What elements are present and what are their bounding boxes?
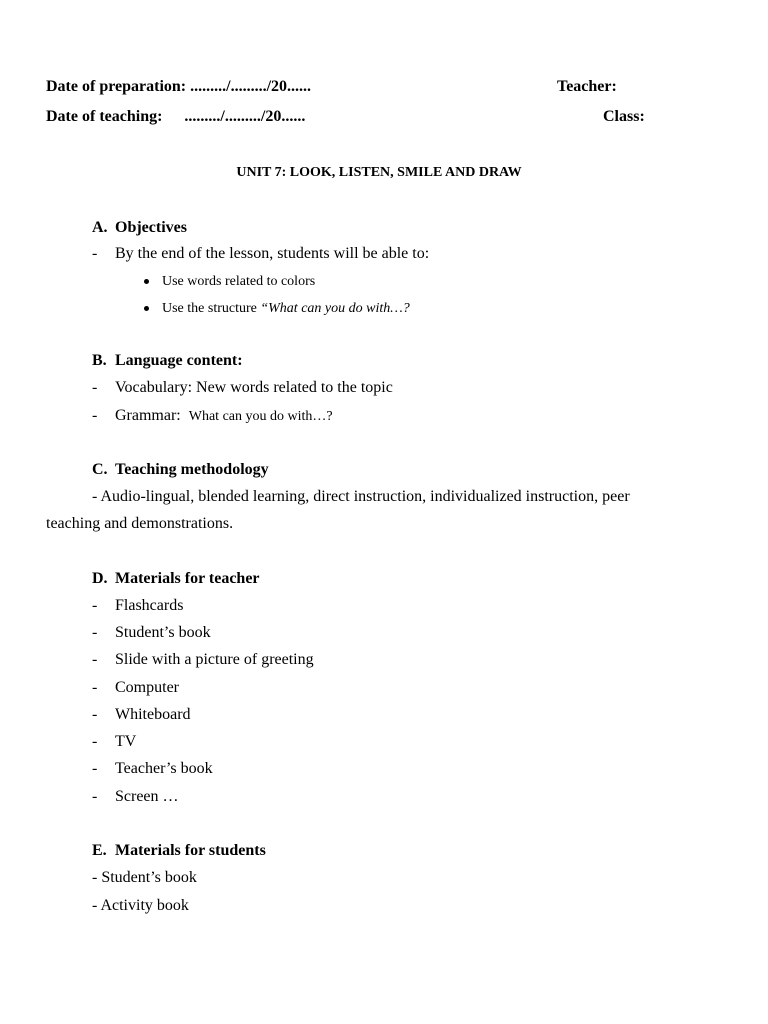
teach-label: Date of teaching:: [46, 108, 163, 125]
dash: -: [92, 733, 98, 750]
objectives-intro: By the end of the lesson, students will be able to:: [115, 245, 430, 262]
section-b-heading: Language content:: [115, 352, 243, 369]
material-item: Student’s book: [115, 624, 211, 641]
material-item: Flashcards: [115, 597, 184, 614]
material-item: Slide with a picture of greeting: [115, 651, 314, 668]
prep-value: ........./........./20......: [190, 78, 312, 95]
student-material-item: - Student’s book: [92, 869, 197, 886]
class-label: Class:: [603, 108, 645, 125]
dash: -: [92, 651, 98, 668]
bullet-icon: [144, 306, 149, 311]
section-e-letter: E.: [92, 842, 107, 859]
dash: -: [92, 679, 98, 696]
section-a-letter: A.: [92, 219, 108, 236]
material-item: Computer: [115, 679, 179, 696]
teacher-label: Teacher:: [557, 78, 617, 95]
material-item: TV: [115, 733, 137, 750]
section-d-letter: D.: [92, 570, 108, 587]
dash: -: [92, 760, 98, 777]
grammar-value: What can you do with…?: [188, 409, 333, 424]
section-e-heading: Materials for students: [115, 842, 266, 859]
dash: -: [92, 379, 98, 396]
bullet-2-structure: “What can you do with…?: [260, 301, 410, 316]
grammar-label: Grammar:: [115, 407, 181, 424]
material-item: Screen …: [115, 788, 179, 805]
grammar-line: [115, 407, 333, 425]
material-item: Whiteboard: [115, 706, 191, 723]
student-material-item: - Activity book: [92, 897, 189, 914]
dash: -: [92, 624, 98, 641]
section-c-letter: C.: [92, 461, 108, 478]
section-b-letter: B.: [92, 352, 107, 369]
section-c-heading: Teaching methodology: [115, 461, 269, 478]
bullet-2-prefix: Use the structure: [162, 301, 261, 316]
material-item: Teacher’s book: [115, 760, 213, 777]
page-title: UNIT 7: LOOK, LISTEN, SMILE AND DRAW: [236, 165, 522, 180]
bullet-icon: [144, 279, 149, 284]
date-of-teaching: [46, 108, 305, 126]
dash: -: [92, 788, 98, 805]
methodology-line-2: teaching and demonstrations.: [46, 515, 234, 532]
teach-value: ........./........./20......: [184, 108, 306, 125]
dash: -: [92, 597, 98, 614]
vocabulary-line: Vocabulary: New words related to the topic: [115, 379, 393, 396]
dash: -: [92, 706, 98, 723]
methodology-line-1: - Audio-lingual, blended learning, direct instruction, individualized instruction, peer: [92, 488, 630, 505]
objective-bullet-2: [162, 301, 410, 317]
date-of-preparation: [46, 78, 311, 96]
section-a-heading: Objectives: [115, 219, 187, 236]
dash: -: [92, 245, 98, 262]
section-d-heading: Materials for teacher: [115, 570, 260, 587]
objective-bullet-1: Use words related to colors: [162, 274, 316, 289]
dash: -: [92, 407, 98, 424]
prep-label: Date of preparation:: [46, 78, 187, 95]
